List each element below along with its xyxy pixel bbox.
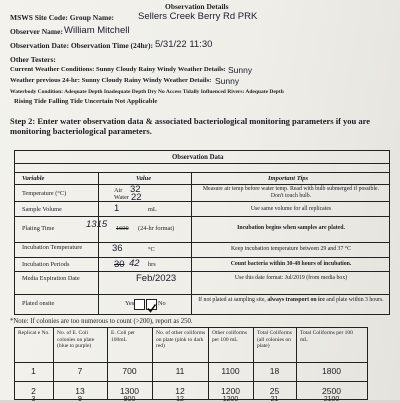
volume-tip: Use same volume for all replicates [250, 206, 332, 212]
media-value: Feb/2023 [136, 273, 177, 284]
plating-printed: 1600 [116, 225, 129, 232]
table-cell: 18 [269, 366, 280, 376]
rep-header-ecoli-per-100: E. Coli per 100mL [111, 330, 135, 343]
temp-label: Temperature (°C) [22, 190, 67, 197]
onsite-yes-checkbox[interactable] [134, 299, 145, 310]
sheet-title: Observation Details [165, 2, 229, 11]
onsite-label: Plated onsite [22, 300, 55, 307]
incub-temp-tip: Keep incubation temperature between 29 and 37 °C [231, 246, 351, 252]
table-cell: 25 [269, 386, 280, 396]
rep-header-other-coliforms: No. of other coliforms on plate (pink to dark red) [156, 330, 206, 349]
table-cell: 11 [175, 366, 185, 376]
rep-header-ecoli-colonies: No. of E. Coli colonies on plate (blue to purple) [57, 330, 95, 349]
media-tip: Use this date format: Jul/2019 (from media box) [234, 275, 348, 281]
volume-value: 1 [114, 203, 120, 214]
periods-unit: hrs [148, 261, 156, 268]
table-cell: 3 [31, 396, 36, 403]
table-cell: 12 [176, 396, 184, 403]
water-label: Water [114, 194, 129, 201]
table-cell: 1300 [120, 386, 139, 396]
table-cell: 13 [75, 386, 85, 396]
step2-instructions: Step 2: Enter water observation data & associated bacteriological monitoring parameters if you are monitoring bacteriological parameters. [10, 116, 371, 136]
table-cell: 7 [77, 366, 83, 376]
volume-label: Sample Volume [22, 206, 62, 213]
obs-date-label: Observation Date: Observation Time (24hr): [10, 41, 154, 50]
air-label: Air [114, 187, 123, 194]
table-cell: 2100 [323, 396, 340, 403]
rep-header-total-coliforms: Total Coliforms (all colonies on plate) [257, 330, 292, 349]
rep-header-total-per-100: Total Coliforms per 100 mL [300, 330, 353, 343]
incub-temp-value: 36 [112, 243, 123, 254]
observer-value: William Mitchell [64, 25, 130, 36]
periods-label: Incubation Periods [22, 261, 70, 268]
plating-handwritten: 1315 [86, 219, 108, 230]
rep-header-replicate: Replicat e No. [18, 330, 50, 336]
periods-printed: 30 [114, 259, 125, 270]
waterbody-condition: Waterbody Condition: Adequate Depth Inadequate Depth Dry No Access Tidally Influenced Rivers: Adequate Depth [10, 89, 284, 95]
obs-date-value: 5/31/22 11:30 [155, 39, 213, 50]
media-label: Media Expiration Date [22, 275, 80, 282]
current-weather-value: Sunny [228, 65, 253, 75]
water-value: 22 [131, 192, 142, 203]
onsite-no-checkbox[interactable] [146, 299, 157, 310]
table-cell: 2 [31, 386, 36, 396]
observer-label: Observer Name: [10, 27, 63, 36]
table-cell: 2500 [322, 386, 341, 396]
col-variable-header: Variable [22, 175, 45, 182]
prev-weather-value: Sunny [215, 76, 240, 86]
onsite-yes-label: Yes [125, 300, 135, 307]
plating-unit: (24-hr format) [138, 225, 175, 232]
tide-options: Rising Tide Falling Tide Uncertain Not Applicable [14, 98, 158, 105]
table-cell: 21 [270, 396, 279, 403]
table-cell: 1100 [221, 366, 240, 376]
rep-header-other-per-100: Other coliforms per 100 mL [212, 330, 247, 343]
prev-weather-label: Weather previous 24-hr: Sunny Cloudy Rainy Windy Weather Details: [10, 77, 212, 84]
volume-unit: mL [148, 206, 157, 213]
site-code-value: Sellers Creek Berry Rd PRK [138, 11, 258, 22]
plating-label: Plating Time [22, 225, 55, 232]
plating-tip: Incubation begins when samples are plated. [237, 225, 345, 231]
periods-tip: Count bacteria within 30-48 hours of incubation. [230, 261, 352, 267]
checkmark-icon [147, 304, 156, 313]
site-code-label: MSWS Site Code: Group Name: [10, 13, 115, 22]
table-cell: 700 [122, 366, 137, 376]
col-value-header: Value [136, 175, 152, 182]
onsite-tip: If not plated at sampling site, always transport on ice and plate within 3 hours. [198, 297, 384, 303]
periods-handwritten: 42 [129, 258, 140, 269]
table-cell: 900 [123, 396, 136, 403]
table-cell: 9 [78, 396, 82, 403]
table-cell: 1800 [322, 366, 341, 376]
obs-table-title: Observation Data [172, 154, 224, 161]
other-testers-label: Other Testers: [10, 55, 56, 64]
table-cell: 12 [175, 386, 185, 396]
table-cell: 1200 [221, 386, 240, 396]
table-cell: 1 [31, 366, 36, 376]
table-cell: 1200 [222, 396, 239, 403]
onsite-no-label: No [158, 300, 166, 307]
colonies-note: *Note: If colonies are too numerous to count (>200), report as 250. [10, 318, 193, 325]
incub-temp-unit: °C [148, 246, 155, 253]
current-weather-label: Current Weather Conditions: Sunny Cloudy Rainy Windy Weather Details: [10, 66, 226, 73]
air-value: 32 [130, 184, 141, 195]
temp-tip: Measure air temp before water temp. Read with bulb submerged if possible. Don't touch bulb. [202, 186, 380, 199]
col-tips-header: Important Tips [268, 175, 309, 182]
incub-temp-label: Incubation Temperature [22, 244, 83, 251]
